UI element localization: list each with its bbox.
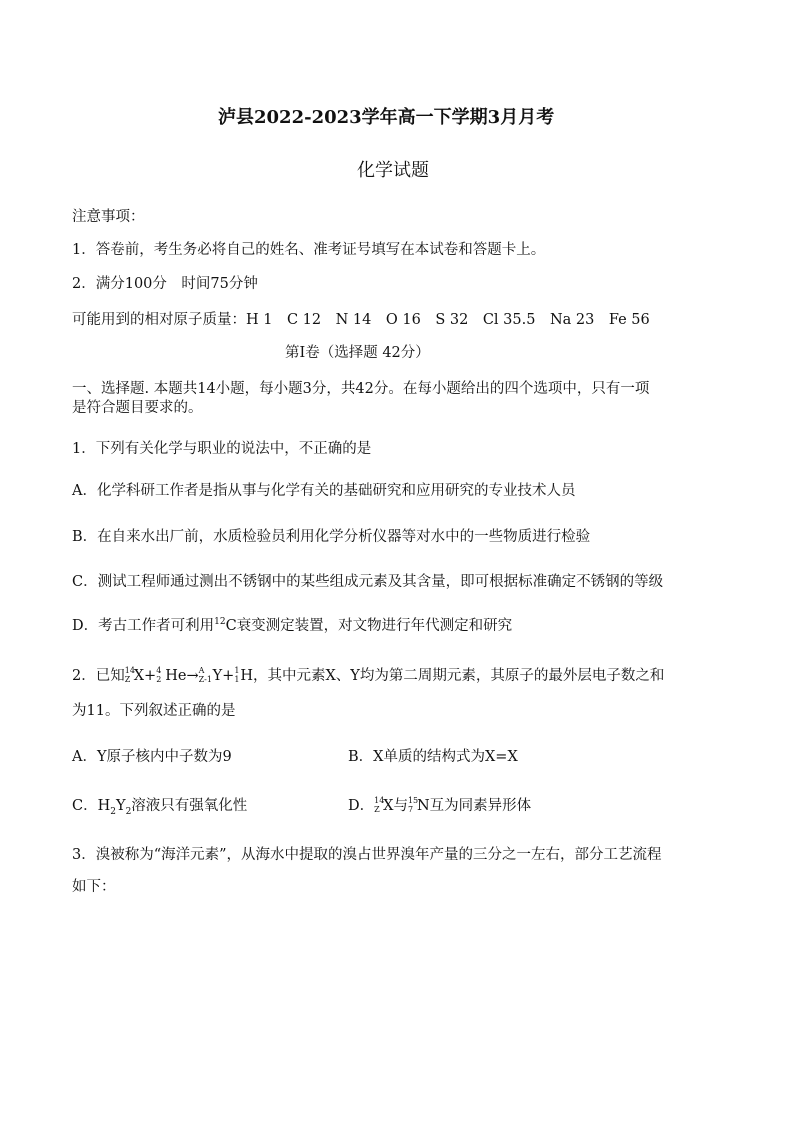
q1-stem: 1．下列有关化学与职业的说法中，不正确的是 bbox=[72, 441, 372, 457]
q2-option-a: A．Y原子核内中子数为9 bbox=[72, 749, 232, 765]
q2-nuclide-2: 4 2 bbox=[156, 666, 162, 684]
q2-d-suffix: N互为同素异形体 bbox=[416, 798, 532, 814]
q2-d-mid: X与 bbox=[383, 798, 408, 814]
exam-title: 泸县2022-2023学年高一下学期3月月考 bbox=[218, 107, 555, 128]
q2-d-nuclide-1: 14 Z bbox=[374, 796, 385, 814]
q1-d-isotope-mass: 12 bbox=[214, 617, 226, 628]
q2-d-nuclide-2: 15 7 bbox=[407, 796, 419, 814]
q2-nuclide-1: 14 Z bbox=[124, 666, 135, 684]
q2-stem-rest: H，其中元素X、Y均为第二周期元素，其原子的最外层电子数之和 bbox=[240, 668, 665, 684]
q2-option-d bbox=[348, 796, 531, 816]
q2-option-b: B．X单质的结构式为X=X bbox=[348, 749, 518, 765]
q1-d-prefix: D．考古工作者可利用 bbox=[72, 618, 215, 634]
part1-intro-line2: 是符合题目要求的。 bbox=[72, 400, 203, 416]
q2-c-sub-1: 2 bbox=[110, 806, 116, 817]
q1-option-a: A．化学科研工作者是指从事与化学有关的基础研究和应用研究的专业技术人员 bbox=[72, 483, 576, 499]
notice-heading: 注意事项： bbox=[72, 209, 145, 225]
q3-line1: 3．溴被称为“海洋元素”，从海水中提取的溴占世界溴年产量的三分之一左右，部分工艺流程 bbox=[72, 847, 662, 863]
q2-stem-line2: 为11。下列叙述正确的是 bbox=[72, 703, 236, 719]
q2-c-prefix: C．H bbox=[72, 798, 111, 814]
q2-option-c bbox=[72, 796, 247, 816]
q2-c-mid: Y bbox=[115, 798, 126, 814]
q1-option-b: B．在自来水出厂前，水质检验员利用化学分析仪器等对水中的一些物质进行检验 bbox=[72, 529, 591, 545]
notice-item-2: 2．满分100分 时间75分钟 bbox=[72, 276, 258, 292]
q1-d-suffix: 衰变测定装置，对文物进行年代测定和研究 bbox=[236, 618, 513, 634]
q2-nuclide-3: A Z-1 bbox=[198, 666, 212, 684]
q2-nuclide-3-symbol: Y+ bbox=[212, 668, 235, 684]
q2-nuclide-4: 1 1 bbox=[234, 666, 240, 684]
q2-d-prefix: D． bbox=[348, 798, 375, 814]
part1-heading: 第I卷（选择题 42分） bbox=[285, 345, 430, 361]
exam-subject: 化学试题 bbox=[357, 160, 429, 181]
q2-stem-prefix: 2．已知 bbox=[72, 668, 125, 684]
q2-nuclide-2-symbol: He→ bbox=[165, 668, 199, 684]
q1-option-d bbox=[72, 616, 512, 636]
q2-stem-line1 bbox=[72, 666, 664, 686]
part1-intro-line1: 一、选择题. 本题共14小题，每小题3分，共42分。在每小题给出的四个选项中，只有一项 bbox=[72, 381, 650, 397]
q1-option-c: C．测试工程师通过测出不锈钢中的某些组成元素及其含量，即可根据标准确定不锈钢的等级 bbox=[72, 574, 664, 590]
q3-line2: 如下： bbox=[72, 879, 116, 895]
atomic-masses: 可能用到的相对原子质量：H 1 C 12 N 14 O 16 S 32 Cl 35.5 Na 23 Fe 56 bbox=[72, 312, 650, 328]
q2-nuclide-1-symbol: X+ bbox=[133, 668, 157, 684]
q2-c-sub-2: 2 bbox=[125, 806, 132, 817]
notice-item-1: 1．答卷前，考生务必将自己的姓名、准考证号填写在本试卷和答题卡上。 bbox=[72, 242, 546, 258]
q2-c-suffix: 溶液只有强氧化性 bbox=[131, 798, 248, 814]
q1-d-isotope-symbol: C bbox=[225, 618, 237, 634]
